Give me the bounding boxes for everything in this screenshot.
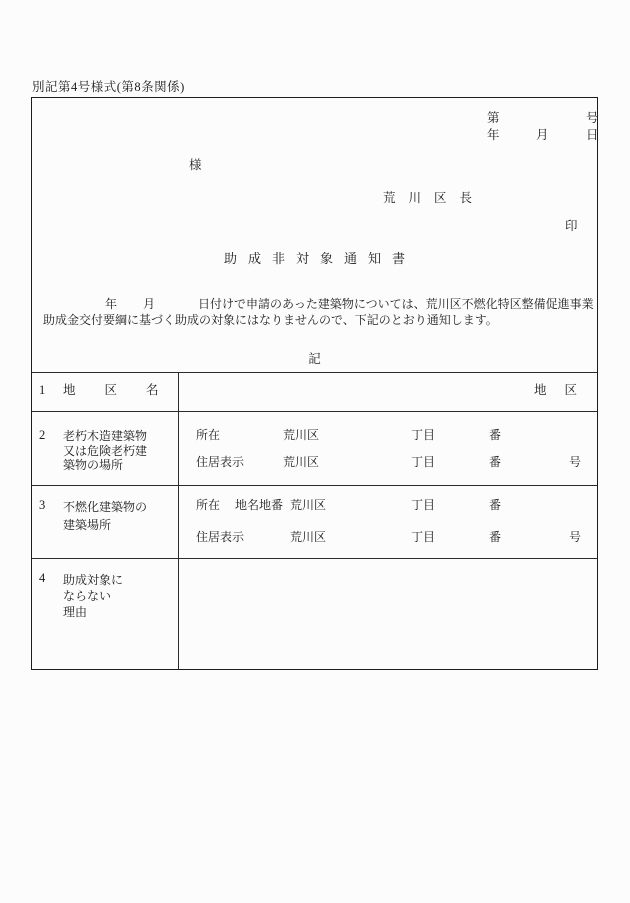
label-line: 又は危険老朽建 (63, 443, 148, 458)
date-month-label: 月 (536, 128, 549, 142)
form-border-box (31, 97, 598, 670)
district-suffix: 地区 (534, 383, 596, 397)
row-label-fireproof-building (63, 499, 147, 534)
ward-label: 荒川区 (283, 428, 320, 442)
chome-label: 丁目 (411, 455, 436, 469)
row-label-old-building (63, 429, 147, 473)
chome-label: 丁目 (411, 498, 436, 512)
row-number: 3 (39, 498, 46, 512)
label-line: 助成対象に (63, 573, 124, 587)
go-label: 号 (569, 455, 582, 469)
chome-label: 丁目 (411, 428, 436, 442)
label-line: 築物の場所 (63, 458, 124, 472)
form-style-label: 別記第4号様式(第8条関係) (32, 80, 185, 94)
label-line: 老朽木造建築物 (63, 429, 148, 443)
record-marker: 記 (308, 352, 321, 366)
chome-label: 丁目 (411, 530, 436, 544)
table-row-district (32, 372, 597, 411)
table-row-old-building (32, 411, 597, 485)
residence-display-label: 住居表示 (196, 530, 245, 544)
row-number: 4 (39, 571, 46, 585)
body-line2-text: 助成金交付要綱に基づく助成の対象にはなりませんので、下記のとおり通知します。 (43, 313, 498, 327)
label-line: 理由 (63, 605, 88, 619)
row-number: 2 (39, 428, 46, 442)
table-row-reason (32, 558, 597, 669)
ban-label: 番 (489, 455, 502, 469)
ban-label: 番 (489, 498, 502, 512)
label-line: ならない (63, 589, 112, 603)
lot-number-label: 地名地番 (235, 498, 284, 512)
document-title: 助成非対象通知書 (223, 251, 416, 266)
ban-label: 番 (489, 428, 502, 442)
label-line: 不燃化建築物の (63, 500, 148, 514)
doc-number-suffix: 号 (586, 111, 599, 125)
body-year-blank: 年 (105, 297, 118, 311)
row-number: 1 (39, 383, 46, 397)
row-label-district: 地区名 (63, 383, 188, 397)
seal-mark: 印 (565, 219, 578, 233)
form-table (32, 372, 597, 669)
location-label: 所在 (196, 498, 221, 512)
date-day-label: 日 (586, 128, 599, 142)
label-line: 建築場所 (63, 517, 112, 532)
location-label: 所在 (196, 428, 221, 442)
date-year-label: 年 (487, 128, 500, 142)
ban-label: 番 (489, 530, 502, 544)
sender-name: 荒川区長 (383, 191, 486, 205)
ward-label: 荒川区 (290, 530, 327, 544)
row-label-reason (63, 572, 123, 620)
body-line1-text: 日付けで申請のあった建築物については、荒川区不燃化特区整備促進事業 (198, 297, 594, 311)
addressee-suffix: 様 (189, 158, 202, 172)
table-row-fireproof-building (32, 485, 597, 558)
ward-label: 荒川区 (283, 455, 320, 469)
body-month-blank: 月 (143, 297, 156, 311)
residence-display-label: 住居表示 (196, 455, 245, 469)
ward-label: 荒川区 (290, 498, 327, 512)
doc-number-prefix: 第 (487, 111, 500, 125)
go-label: 号 (569, 530, 582, 544)
